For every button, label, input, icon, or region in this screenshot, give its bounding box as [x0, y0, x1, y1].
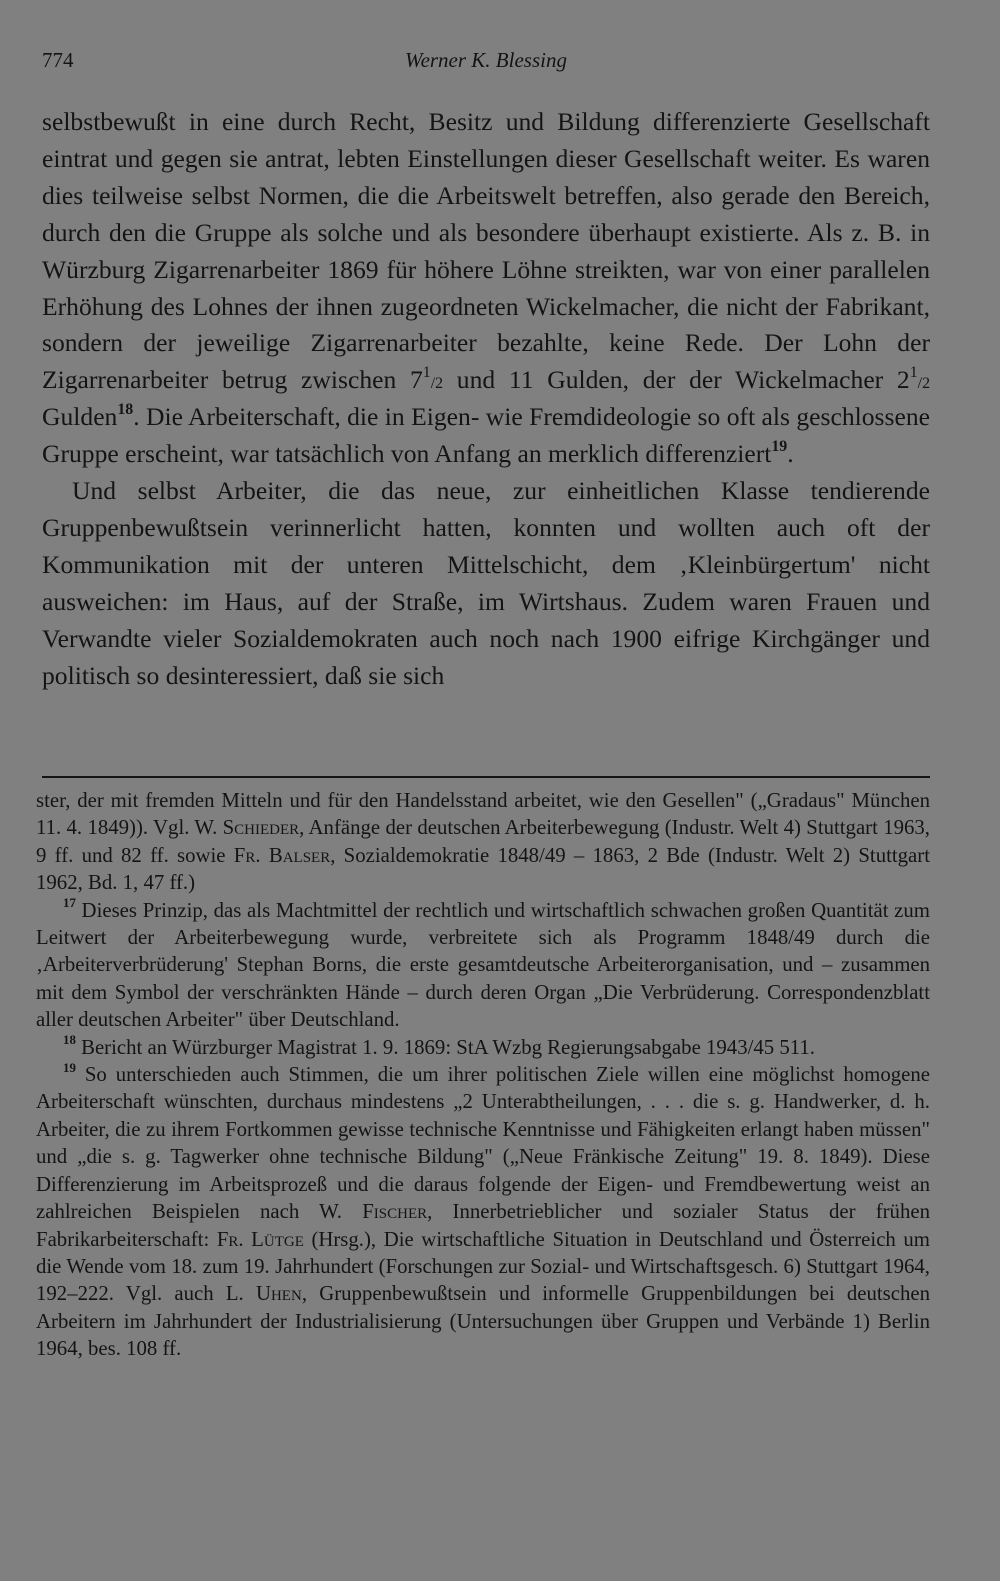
footnote-16-text-c: , Sozialdemokratie 1848/49 – 1863, 2 Bde (Industr. Welt 2) Stuttgart 1962, Bd. 1, 47 ff.)	[36, 843, 930, 895]
page-number: 774	[42, 48, 74, 72]
footnote-number: 19	[63, 1060, 76, 1075]
fraction-half-1	[423, 365, 443, 394]
footnote-number: 18	[63, 1033, 76, 1048]
paragraph-2: Und selbst Arbeiter, die das neue, zur einheitlichen Klasse tendierende Gruppenbewußtsein verinnerlicht hatten, konnten und wollten auch oft der Kommunikation mit der unteren Mittelschicht, dem ‚Kleinbürgertum' nicht ausweichen: im Haus, auf der Straße, im Wirtshaus. Zudem waren Frauen und Verwandte vieler Sozialdemokraten auch noch nach 1900 eifrige Kirchgänger und politisch so desinteressiert, daß sie sich	[42, 476, 930, 690]
fraction-numerator: 1	[909, 364, 918, 382]
fraction-half-2	[910, 365, 930, 394]
main-text	[42, 104, 930, 695]
footnote-18	[36, 1034, 930, 1061]
author-name: Uhen	[255, 1282, 302, 1306]
footnote-separator	[42, 776, 930, 778]
footnote-18-text: Bericht an Würzburger Magistrat 1. 9. 1869: StA Wzbg Regierungsabgabe 1943/45 511.	[75, 1035, 815, 1059]
running-head: Werner K. Blessing	[405, 48, 567, 72]
footnote-19-text-a: So unterschieden auch Stimmen, die um ihrer politischen Ziele willen eine möglichst homogene Arbeiterschaft wünschten, durchaus mindestens „2 Unterabtheilungen, . . . die s. g. Handwerker, d. h. Arbeiter, die zu ihrem Fortkommen gewisse technische Kenntnisse und Fähigkeiten erlangt haben müssen" und „die s. g. Tagwerker ohne technische Bildung" („Neue Fränkische Zeitung" 19. 8. 1849). Diese Differenzierung im Arbeitsprozeß und die daraus folgende der Eigen- und Fremdbewertung weist an zahlreichen Beispielen nach W.	[36, 1063, 930, 1224]
footnote-19	[36, 1061, 930, 1362]
fraction-denominator: /2	[917, 375, 930, 393]
footnote-19-text-d: , Gruppenbewußtsein und informelle Gruppenbildungen bei deutschen Arbeitern im Jahrhundert der Industrialisierung (Untersuchungen über Gruppen und Verbände 1) Berlin 1964, bes. 108 ff.	[36, 1282, 930, 1361]
author-name: Fischer	[362, 1200, 428, 1224]
footnote-16-continuation	[36, 787, 930, 897]
footnote-19-text-c: (Hrsg.), Die wirtschaftliche Situation in Deutschland und Österreich um die Wende vom 18. zum 19. Jahrhundert (Forschungen zur Sozial- und Wirtschaftsgesch. 6) Stuttgart 1964, 192–222. Vgl. auch L.	[36, 1227, 930, 1306]
footnote-17-text: Dieses Prinzip, das als Machtmittel der rechtlich und wirtschaftlich schwachen großen Quantität zum Leitwert der Arbeiterbewegung wurde, verbreitete sich als Programm 1848/49 durch die ‚Arbeiterverbrüderung' Stephan Borns, die erste gesamtdeutsche Arbeiterorganisation, und – zusammen mit dem Symbol der verschränkten Hände – durch deren Organ „Die Verbrüderung. Correspondenzblatt aller deutschen Arbeiter" über Deutschland.	[36, 898, 930, 1032]
footnote-16-text-b: , Anfänge der deutschen Arbeiterbewegung (Industr. Welt 4) Stuttgart 1963, 9 ff. und 82 ff. sowie	[36, 816, 930, 867]
footnote-17	[36, 897, 930, 1034]
paragraph-1-text-a: selbstbewußt in eine durch Recht, Besitz und Bildung differenzierte Gesellschaft eintrat und gegen sie antrat, lebten Einstellungen dieser Gesellschaft weiter. Es waren dies teilweise selbst Normen, die die Arbeitswelt betreffen, also gerade den Bereich, durch den die Gruppe als solche und als besondere überhaupt existierte. Als z. B. in Würzburg Zigarrenarbeiter 1869 für höhere Löhne streikten, war von einer parallelen Erhöhung des Lohnes der ihnen zugeordneten Wickelmacher, die nicht der Fabrikant, sondern der jeweilige Zigarrenarbeiter bezahlte, keine Rede. Der Lohn der Zigarrenarbeiter betrug zwischen 7	[42, 107, 930, 395]
footnotes	[36, 787, 930, 1363]
footnote-16-text-a: ster, der mit fremden Mitteln und für den Handelsstand arbeitet, wie den Gesellen" („Gradaus" München 11. 4. 1849)). Vgl. W.	[36, 789, 930, 840]
author-name: Fr. Balser	[233, 843, 331, 867]
author-name: Fr. Lütge	[216, 1227, 304, 1251]
fraction-denominator: /2	[430, 375, 444, 393]
paragraph-1-text-b: und 11 Gulden, der der Wickelmacher 2	[443, 365, 910, 395]
author-name: Schieder	[222, 816, 300, 840]
paragraph-1-text-d: . Die Arbeiterschaft, die in Eigen- wie Fremdideologie so oft als geschlossene Gruppe erscheint, war tatsächlich von Anfang an merklich differenziert	[42, 402, 930, 469]
paragraph-1	[42, 104, 930, 473]
footnote-ref-18[interactable]: 18	[117, 401, 134, 419]
footnote-19-text-b: , Innerbetrieblicher und sozialer Status der frühen Fabrikarbeiterschaft:	[36, 1200, 930, 1251]
footnote-ref-19[interactable]: 19	[771, 438, 788, 456]
footnote-number: 17	[63, 896, 76, 911]
fraction-numerator: 1	[422, 364, 431, 382]
page-header	[42, 48, 930, 78]
paragraph-1-text-e: .	[787, 439, 794, 469]
paragraph-1-text-c: Gulden	[42, 402, 118, 432]
